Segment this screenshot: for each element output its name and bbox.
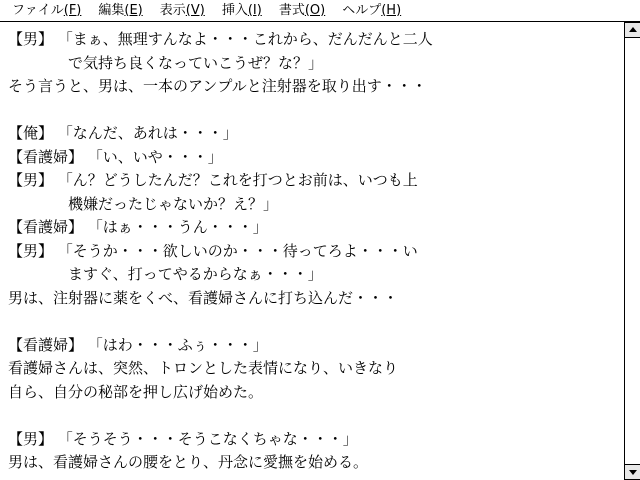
menu-item-view-label: 表示 [159, 2, 186, 18]
document-line: 【男】 「そうそう・・・そうこなくちゃな・・・」 [8, 429, 358, 448]
document-line: 【男】 「まぁ、無理すんなよ・・・これから、だんだんと二人 [8, 30, 433, 48]
menu-item-file-label: ファイル [12, 2, 64, 18]
document-text-pane[interactable] [0, 22, 624, 480]
menu-item-edit[interactable] [92, 2, 153, 20]
menu-item-help[interactable] [336, 2, 412, 20]
menu-item-format-label: 書式 [278, 2, 305, 18]
menu-item-edit-mnemonic: (E) [124, 2, 143, 18]
menu-item-insert-label: 挿入 [221, 2, 248, 18]
document-line: 【看護婦】 「い、いや・・・」 [8, 147, 223, 166]
menu-item-file[interactable] [6, 2, 92, 20]
triangle-up-icon [629, 27, 637, 32]
content-area [0, 22, 640, 480]
scroll-up-arrow-icon[interactable] [625, 22, 640, 38]
menu-item-help-label: ヘルプ [342, 2, 382, 18]
menu-item-help-mnemonic: (H) [381, 2, 402, 18]
menu-item-view[interactable] [154, 2, 216, 20]
document-line [8, 99, 620, 123]
document-line: 【看護婦】 「はぁ・・・うん・・・」 [8, 218, 268, 236]
document-line: ますぐ、打ってやるからなぁ・・・」 [8, 265, 323, 283]
document-line: そう言うと、男は、一本のアンプルと注射器を取り出す・・・ [8, 77, 427, 95]
document-line: 【男】 「ん？どうしたんだ？これを打つとお前は、いつも上 [8, 171, 418, 189]
document-line: 看護婦さんは、突然、トロンとした表情になり、いきなり [8, 359, 399, 377]
menu-item-insert[interactable] [216, 2, 273, 20]
document-line: 自ら、自分の秘部を押し広げ始めた。 [8, 382, 264, 401]
document-line: 【男】 「そうか・・・欲しいのか・・・待ってろよ・・・い [8, 241, 418, 260]
menu-item-view-mnemonic: (V) [185, 2, 205, 18]
document-line: 【看護婦】 「はわ・・・ふぅ・・・」 [8, 335, 268, 354]
document-line: 男は、注射器に薬をくべ、看護婦さんに打ち込んだ・・・ [8, 288, 399, 307]
document-line [8, 310, 620, 334]
scrollbar-track[interactable] [625, 38, 640, 464]
menu-item-insert-mnemonic: (I) [247, 2, 262, 18]
triangle-down-icon [629, 470, 637, 475]
document-line: 【俺】 「なんだ、あれは・・・」 [8, 124, 238, 142]
menu-item-format-mnemonic: (O) [304, 2, 326, 18]
document-line [8, 404, 620, 428]
document-line: 機嫌だったじゃないか？え？」 [8, 194, 279, 213]
document-line: で気持ち良くなっていこうぜ？な？」 [8, 53, 324, 72]
menu-item-format[interactable] [273, 2, 336, 20]
document-line: 男は、看護婦さんの腰をとり、丹念に愛撫を始める。 [8, 453, 369, 471]
vertical-scrollbar[interactable] [624, 22, 640, 480]
scroll-down-arrow-icon[interactable] [625, 464, 640, 480]
menu-bar [0, 0, 640, 22]
menu-item-file-mnemonic: (F) [63, 2, 82, 18]
menu-item-edit-label: 編集 [98, 2, 125, 18]
